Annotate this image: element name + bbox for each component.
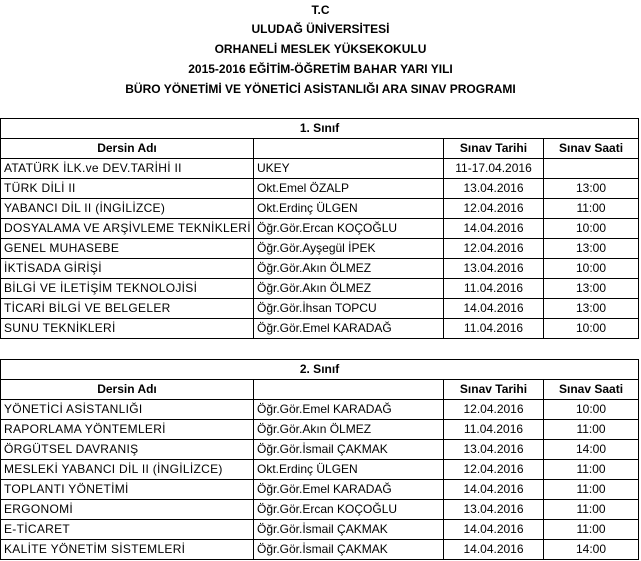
table-row xyxy=(1,239,639,259)
class1-title-row xyxy=(1,119,639,139)
exam-time-cell: 13:00 xyxy=(544,299,639,319)
course-cell: ÖRGÜTSEL DAVRANIŞ xyxy=(1,440,254,460)
table-row xyxy=(1,179,639,199)
table-row xyxy=(1,520,639,540)
exam-date-cell: 12.04.2016 xyxy=(444,239,544,259)
instructor-cell: Öğr.Gör.Ercan KOÇOĞLU xyxy=(254,219,444,239)
exam-time-cell: 13:00 xyxy=(544,179,639,199)
class1-column-header-row xyxy=(1,139,639,159)
table-row xyxy=(1,540,639,560)
table-row xyxy=(1,159,639,179)
instructor-cell: Okt.Erdinç ÜLGEN xyxy=(254,460,444,480)
exam-time-cell: 14:00 xyxy=(544,440,639,460)
course-cell: TÜRK DİLİ II xyxy=(1,179,254,199)
course-cell: ERGONOMİ xyxy=(1,500,254,520)
instructor-cell: Öğr.Gör.İsmail ÇAKMAK xyxy=(254,440,444,460)
exam-time-cell: 13:00 xyxy=(544,279,639,299)
course-cell: İKTİSADA GİRİŞİ xyxy=(1,259,254,279)
class2-title: 2. Sınıf xyxy=(1,360,639,380)
exam-date-cell: 14.04.2016 xyxy=(444,520,544,540)
instructor-cell: UKEY xyxy=(254,159,444,179)
exam-time-cell: 10:00 xyxy=(544,259,639,279)
instructor-cell: Öğr.Gör.Akın ÖLMEZ xyxy=(254,420,444,440)
exam-time-cell: 11:00 xyxy=(544,480,639,500)
exam-date-cell: 13.04.2016 xyxy=(444,440,544,460)
exam-date-cell: 12.04.2016 xyxy=(444,460,544,480)
header-line-university: ULUDAĞ ÜNİVERSİTESİ xyxy=(251,22,390,36)
instructor-cell: Öğr.Gör.Akın ÖLMEZ xyxy=(254,259,444,279)
column-header-instructor xyxy=(254,380,444,400)
course-cell: E-TİCARET xyxy=(1,520,254,540)
column-header-instructor xyxy=(254,139,444,159)
table-row xyxy=(1,460,639,480)
table-row xyxy=(1,500,639,520)
table-row xyxy=(1,440,639,460)
column-header-time: Sınav Saati xyxy=(544,139,639,159)
exam-date-cell: 13.04.2016 xyxy=(444,259,544,279)
exam-time-cell xyxy=(544,159,639,179)
exam-date-cell: 11.04.2016 xyxy=(444,279,544,299)
exam-date-cell: 11-17.04.2016 xyxy=(444,159,544,179)
instructor-cell: Okt.Emel ÖZALP xyxy=(254,179,444,199)
table-row xyxy=(1,299,639,319)
course-cell: KALİTE YÖNETİM SİSTEMLERİ xyxy=(1,540,254,560)
column-header-time: Sınav Saati xyxy=(544,380,639,400)
header-line-school: ORHANELİ MESLEK YÜKSEKOKULU xyxy=(214,42,427,56)
exam-date-cell: 11.04.2016 xyxy=(444,420,544,440)
course-cell: SUNU TEKNİKLERİ xyxy=(1,319,254,339)
exam-date-cell: 12.04.2016 xyxy=(444,400,544,420)
class2-column-header-row xyxy=(1,380,639,400)
instructor-cell: Öğr.Gör.İhsan TOPCU xyxy=(254,299,444,319)
exam-time-cell: 13:00 xyxy=(544,239,639,259)
column-header-date: Sınav Tarihi xyxy=(444,139,544,159)
table-row xyxy=(1,319,639,339)
table-row xyxy=(1,480,639,500)
instructor-cell: Öğr.Gör.Ercan KOÇOĞLU xyxy=(254,500,444,520)
exam-time-cell: 10:00 xyxy=(544,319,639,339)
course-cell: DOSYALAMA VE ARŞİVLEME TEKNİKLERİ xyxy=(1,219,254,239)
exam-time-cell: 10:00 xyxy=(544,219,639,239)
instructor-cell: Öğr.Gör.İsmail ÇAKMAK xyxy=(254,540,444,560)
column-header-date: Sınav Tarihi xyxy=(444,380,544,400)
column-header-course: Dersin Adı xyxy=(1,380,254,400)
table-row xyxy=(1,279,639,299)
exam-time-cell: 10:00 xyxy=(544,400,639,420)
instructor-cell: Öğr.Gör.Emel KARADAĞ xyxy=(254,319,444,339)
instructor-cell: Öğr.Gör.Akın ÖLMEZ xyxy=(254,279,444,299)
exam-date-cell: 14.04.2016 xyxy=(444,540,544,560)
course-cell: MESLEKİ YABANCI DİL II (İNGİLİZCE) xyxy=(1,460,254,480)
course-cell: TOPLANTI YÖNETİMİ xyxy=(1,480,254,500)
instructor-cell: Öğr.Gör.Emel KARADAĞ xyxy=(254,400,444,420)
table-row xyxy=(1,259,639,279)
column-header-course: Dersin Adı xyxy=(1,139,254,159)
course-cell: GENEL MUHASEBE xyxy=(1,239,254,259)
exam-date-cell: 14.04.2016 xyxy=(444,219,544,239)
header-line-tc: T.C xyxy=(311,3,330,17)
header-line-program: BÜRO YÖNETİMİ VE YÖNETİCİ ASİSTANLIĞI ARA SINAV PROGRAMI xyxy=(125,82,516,96)
exam-date-cell: 12.04.2016 xyxy=(444,199,544,219)
exam-time-cell: 11:00 xyxy=(544,520,639,540)
class2-table xyxy=(0,359,639,560)
table-row xyxy=(1,199,639,219)
exam-date-cell: 13.04.2016 xyxy=(444,179,544,199)
exam-date-cell: 13.04.2016 xyxy=(444,500,544,520)
class1-title: 1. Sınıf xyxy=(1,119,639,139)
exam-date-cell: 14.04.2016 xyxy=(444,480,544,500)
course-cell: ATATÜRK İLK.ve DEV.TARİHİ II xyxy=(1,159,254,179)
exam-time-cell: 11:00 xyxy=(544,199,639,219)
instructor-cell: Öğr.Gör.Ayşegül İPEK xyxy=(254,239,444,259)
instructor-cell: Öğr.Gör.İsmail ÇAKMAK xyxy=(254,520,444,540)
exam-date-cell: 14.04.2016 xyxy=(444,299,544,319)
class2-title-row xyxy=(1,360,639,380)
header-line-term: 2015-2016 EĞİTİM-ÖĞRETİM BAHAR YARI YILI xyxy=(188,62,453,76)
course-cell: TİCARİ BİLGİ VE BELGELER xyxy=(1,299,254,319)
exam-time-cell: 14:00 xyxy=(544,540,639,560)
table-row xyxy=(1,219,639,239)
course-cell: RAPORLAMA YÖNTEMLERİ xyxy=(1,420,254,440)
table-row xyxy=(1,400,639,420)
course-cell: YABANCI DİL II (İNGİLİZCE) xyxy=(1,199,254,219)
instructor-cell: Okt.Erdinç ÜLGEN xyxy=(254,199,444,219)
exam-time-cell: 11:00 xyxy=(544,420,639,440)
table-row xyxy=(1,420,639,440)
exam-time-cell: 11:00 xyxy=(544,460,639,480)
course-cell: YÖNETİCİ ASİSTANLIĞI xyxy=(1,400,254,420)
exam-time-cell: 11:00 xyxy=(544,500,639,520)
course-cell: BİLGİ VE İLETİŞİM TEKNOLOJİSİ xyxy=(1,279,254,299)
exam-date-cell: 11.04.2016 xyxy=(444,319,544,339)
class1-table xyxy=(0,118,639,339)
instructor-cell: Öğr.Gör.Emel KARADAĞ xyxy=(254,480,444,500)
